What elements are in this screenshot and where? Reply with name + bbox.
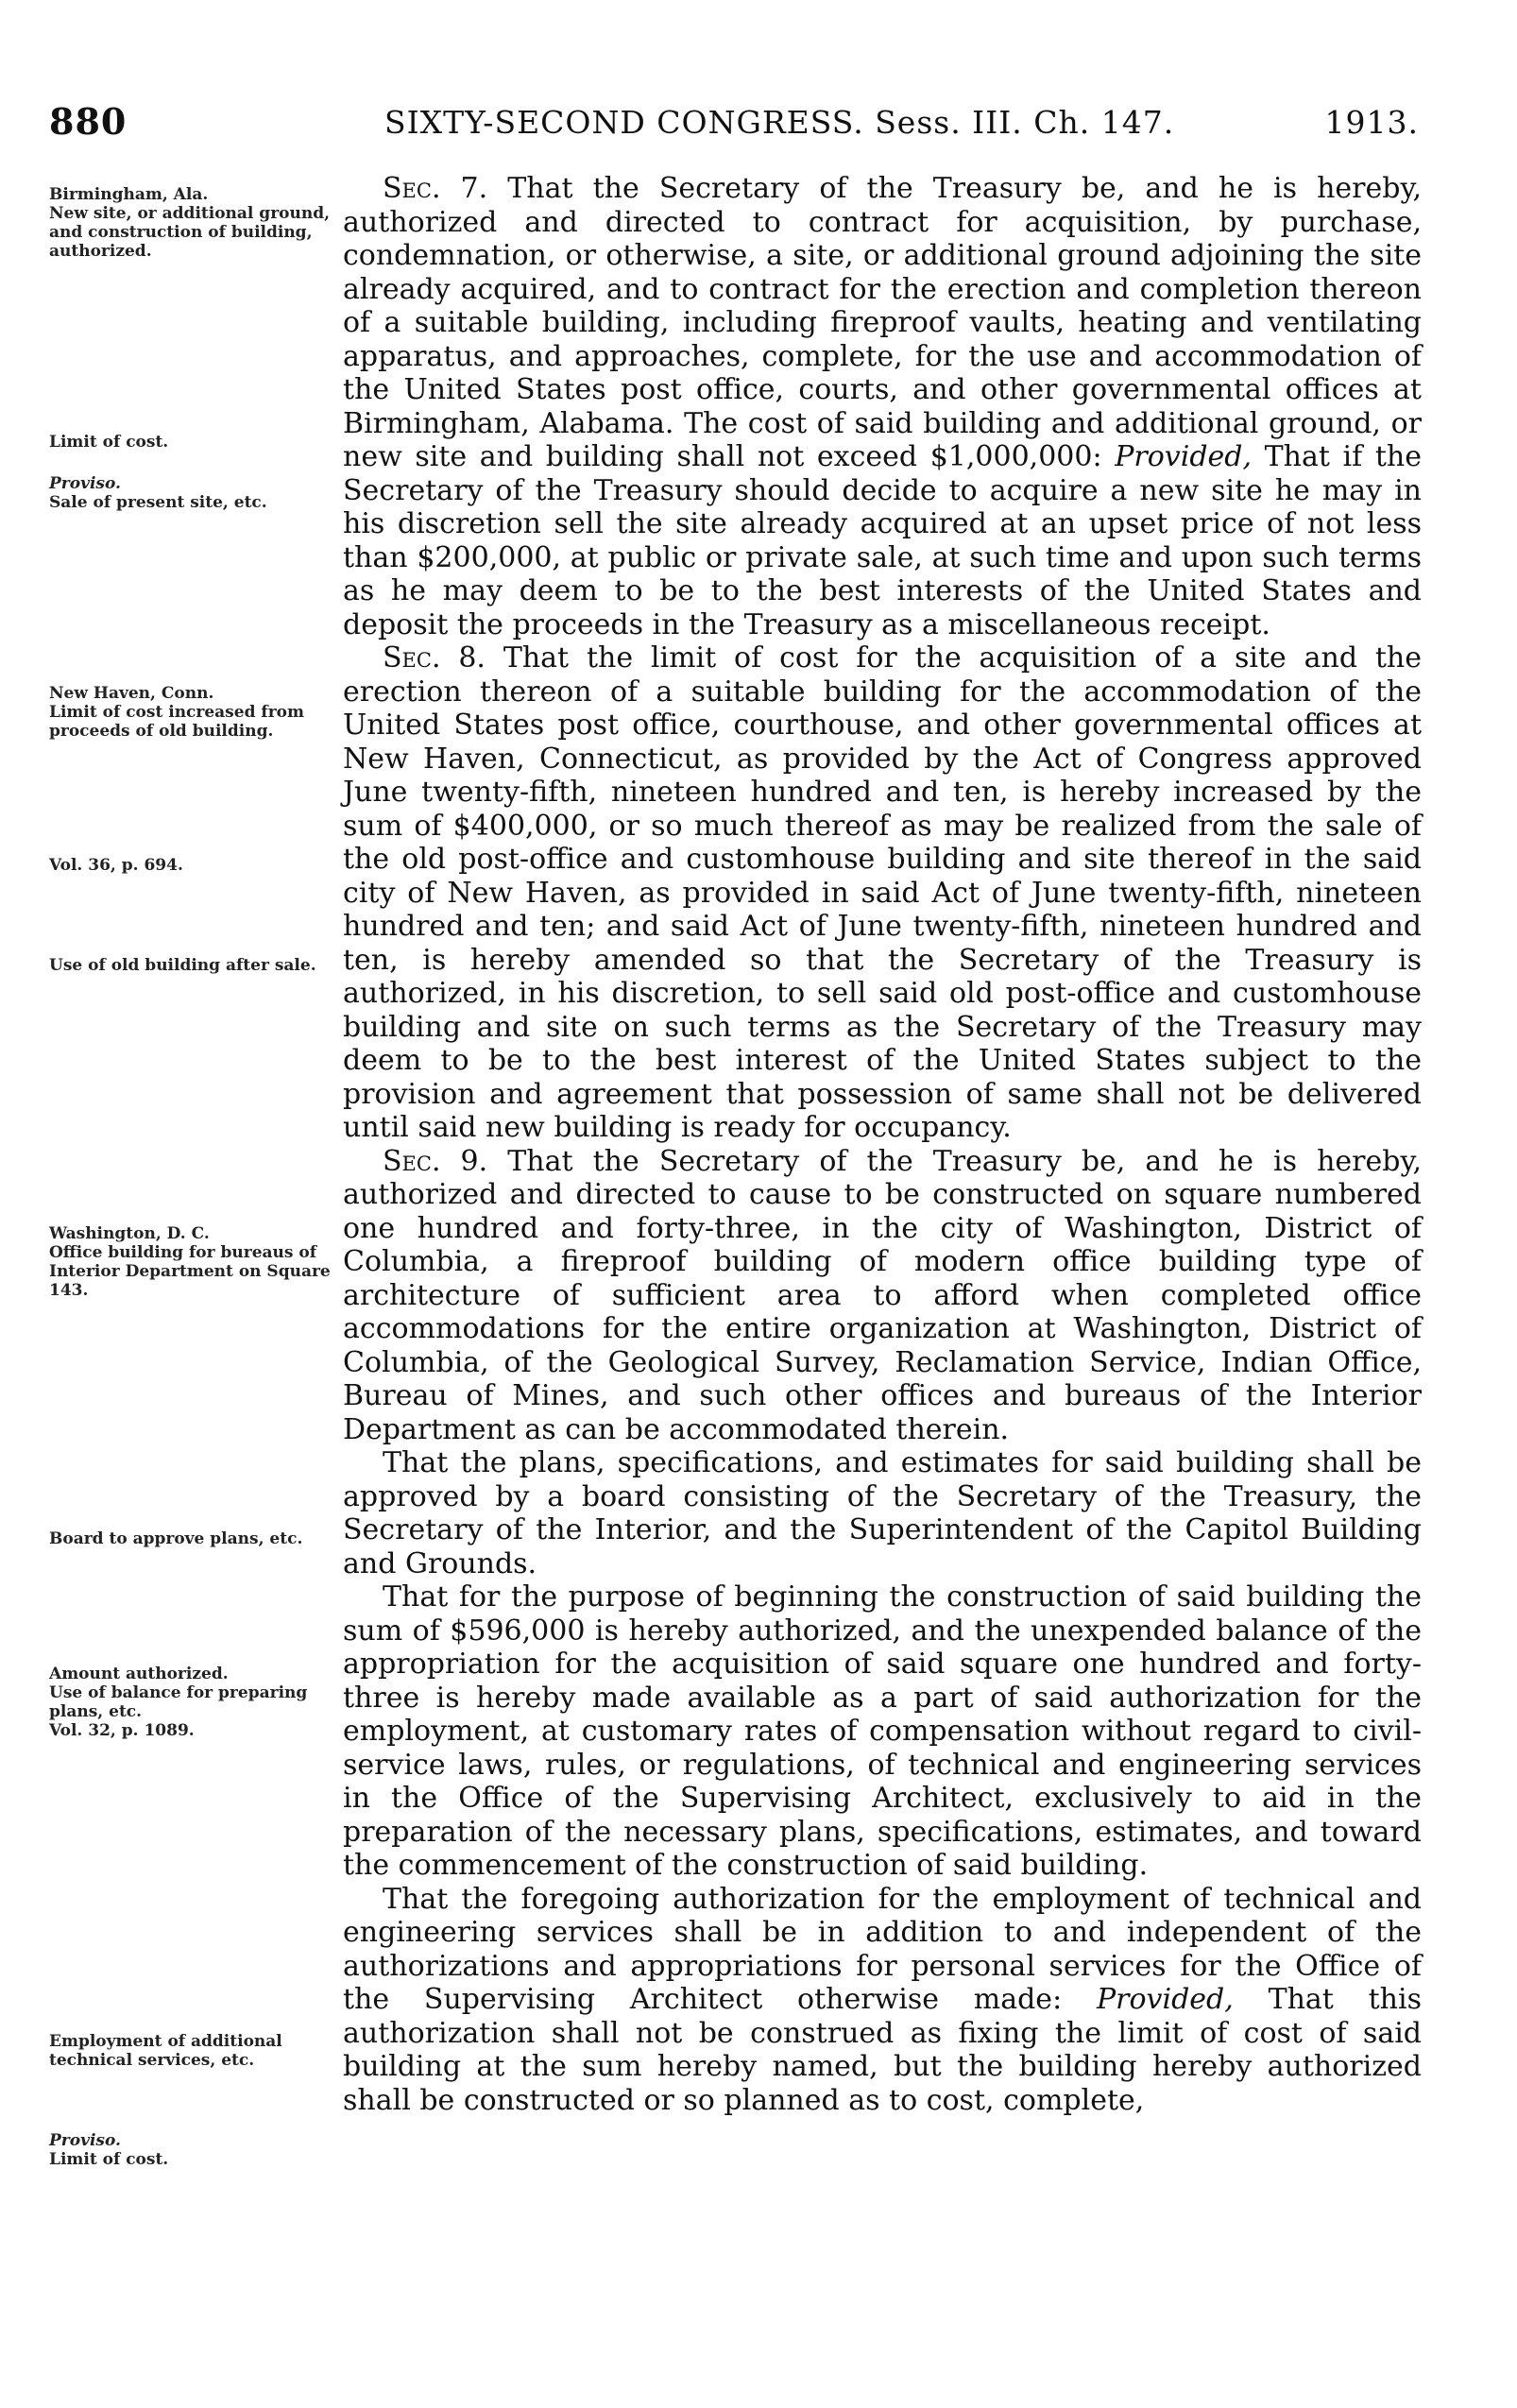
section-text: That the Secretary of the Treasury be, and he is hereby, authorized and directed to cause to be constructed on square numbered one hundred and forty-three, in the city of Washington, District of Columbia, a fireproof building of modern office building type of architecture of sufficient area to afford when completed office accommodations for the entire organization at Washington, District of Columbia, of the Geological Survey, Reclamation Service, Indian Office, Bureau of Mines, and such other offices and bureaus of the Interior Department as can be accommodated therein.	[343, 1144, 1422, 1446]
proviso-word: Provided,	[1115, 440, 1253, 473]
margin-note-text: Washington, D. C.	[49, 1224, 210, 1243]
section-8	[343, 641, 1422, 1145]
margin-note	[49, 433, 348, 452]
margin-note-text: Limit of cost.	[49, 433, 169, 452]
margin-note	[49, 684, 348, 741]
margin-note	[49, 2131, 348, 2169]
margin-note-text: Vol. 36, p. 694.	[49, 856, 183, 875]
section-text: That if the Secretary of the Treasury should decide to acquire a new site he may in his discretion sell the site already acquired at an upset price of not less than $200,000, at public or private sale, at such time and upon such terms as he may deem to be to the best interests of the United States and deposit the proceeds in the Treasury as a miscellaneous receipt.	[343, 440, 1422, 641]
paragraph-employment	[343, 1883, 1422, 2118]
section-label: Sec. 9.	[383, 1144, 488, 1178]
margin-note	[49, 185, 348, 261]
header-year: 1913.	[1324, 104, 1419, 141]
margin-note-text: Limit of cost.	[49, 2150, 169, 2169]
paragraph-board	[343, 1446, 1422, 1580]
paragraph-amount	[343, 1580, 1422, 1883]
section-9	[343, 1145, 1422, 1447]
margin-note-text: Amount authorized.	[49, 1665, 229, 1683]
margin-note	[49, 1224, 348, 1300]
section-text: That the limit of cost for the acquisition of a site and the erection thereon of a suitable building for the accommodation of the United States post office, courthouse, and other governmental offices at New Haven, Connecticut, as provided by the Act of Congress approved June twenty-fifth, nineteen hundred and ten, is hereby increased by the sum of $400,000, or so much thereof as may be realized from the sale of the old post-office and customhouse building and site thereof in the said city of New Haven, as provided in said Act of June twenty-fifth, nineteen hundred and ten; and said Act of June twenty-fifth, nineteen hundred and ten, is hereby amended so that the Secretary of the Treasury is authorized, in his discretion, to sell said old post-office and customhouse building and site on such terms as the Secretary of the Treasury may deem to be to the best interest of the United States subject to the provision and agreement that possession of same shall not be delivered until said new building is ready for occupancy.	[343, 641, 1423, 1144]
margin-note	[49, 1529, 348, 1548]
margin-note-text: Use of balance for preparing plans, etc.	[49, 1683, 308, 1721]
section-7	[343, 172, 1422, 641]
margin-note	[49, 2032, 348, 2070]
margin-note-text: Proviso.	[49, 2131, 121, 2150]
margin-note	[49, 474, 348, 512]
section-label: Sec. 8.	[383, 641, 486, 675]
paragraph-text: That the foregoing authorization for the employment of technical and engineering services shall be in addition to and independent of the authorizations and appropriations for personal services for the Office of the Supervising Architect otherwise made:	[343, 1882, 1422, 2016]
margin-note-text: Board to approve plans, etc.	[49, 1529, 303, 1548]
section-text: That the Secretary of the Treasury be, and he is hereby, authorized and directed to contract for acquisition, by purchase, condemnation, or otherwise, a site, or additional ground adjoining the site already acquired, and to contract for the erection and completion thereon of a suitable building, including fireproof vaults, heating and ventilating apparatus, and approaches, complete, for the use and accommodation of the United States post office, courts, and other governmental offices at Birmingham, Alabama. The cost of said building and additional ground, or new site and building shall not exceed $1,000,000:	[343, 172, 1422, 473]
paragraph-text: That the plans, specifications, and estimates for said building shall be approved by a board consisting of the Secretary of the Treasury, the Secretary of the Interior, and the Superintendent of the Capitol Building and Grounds.	[343, 1446, 1422, 1580]
section-label: Sec. 7.	[383, 172, 488, 205]
margin-note-text: Birmingham, Ala.	[49, 185, 209, 204]
margin-note-text: New site, or additional ground, and construction of building, authorized.	[49, 204, 331, 261]
page-number: 880	[49, 100, 128, 143]
margin-note-text: Office building for bureaus of Interior Department on Square 143.	[49, 1243, 331, 1300]
margin-note-text: Vol. 32, p. 1089.	[49, 1721, 195, 1740]
paragraph-text: That this authorization shall not be construed as fixing the limit of cost of said building at the sum hereby named, but the building hereby authorized shall be constructed or so planned as to cost, complete,	[343, 1983, 1422, 2117]
margin-note-text: Sale of present site, etc.	[49, 493, 267, 512]
statute-text	[343, 172, 1422, 2117]
proviso-word: Provided,	[1096, 1983, 1234, 2016]
margin-note	[49, 856, 348, 875]
paragraph-text: That for the purpose of beginning the construction of said building the sum of $596,000 is hereby authorized, and the unexpended balance of the appropriation for the acquisition of said square one hundred and forty-three is hereby made available as a part of said authorization for the employment, at customary rates of compensation without regard to civil-service laws, rules, or regulations, of technical and engineering services in the Office of the Supervising Architect, exclusively to aid in the preparation of the necessary plans, specifications, estimates, and toward the commencement of the construction of said building.	[343, 1580, 1422, 1882]
running-title: SIXTY-SECOND CONGRESS. Sess. III. Ch. 147.	[384, 104, 1175, 141]
margin-note-text: Limit of cost increased from proceeds of old building.	[49, 703, 304, 741]
margin-note-text: Employment of additional technical services, etc.	[49, 2032, 282, 2070]
margin-note-text: Use of old building after sale.	[49, 956, 316, 975]
margin-note-text: Proviso.	[49, 474, 121, 493]
page-header	[49, 100, 1419, 147]
margin-note	[49, 1665, 348, 1740]
margin-note-text: New Haven, Conn.	[49, 684, 214, 703]
margin-note	[49, 956, 348, 975]
